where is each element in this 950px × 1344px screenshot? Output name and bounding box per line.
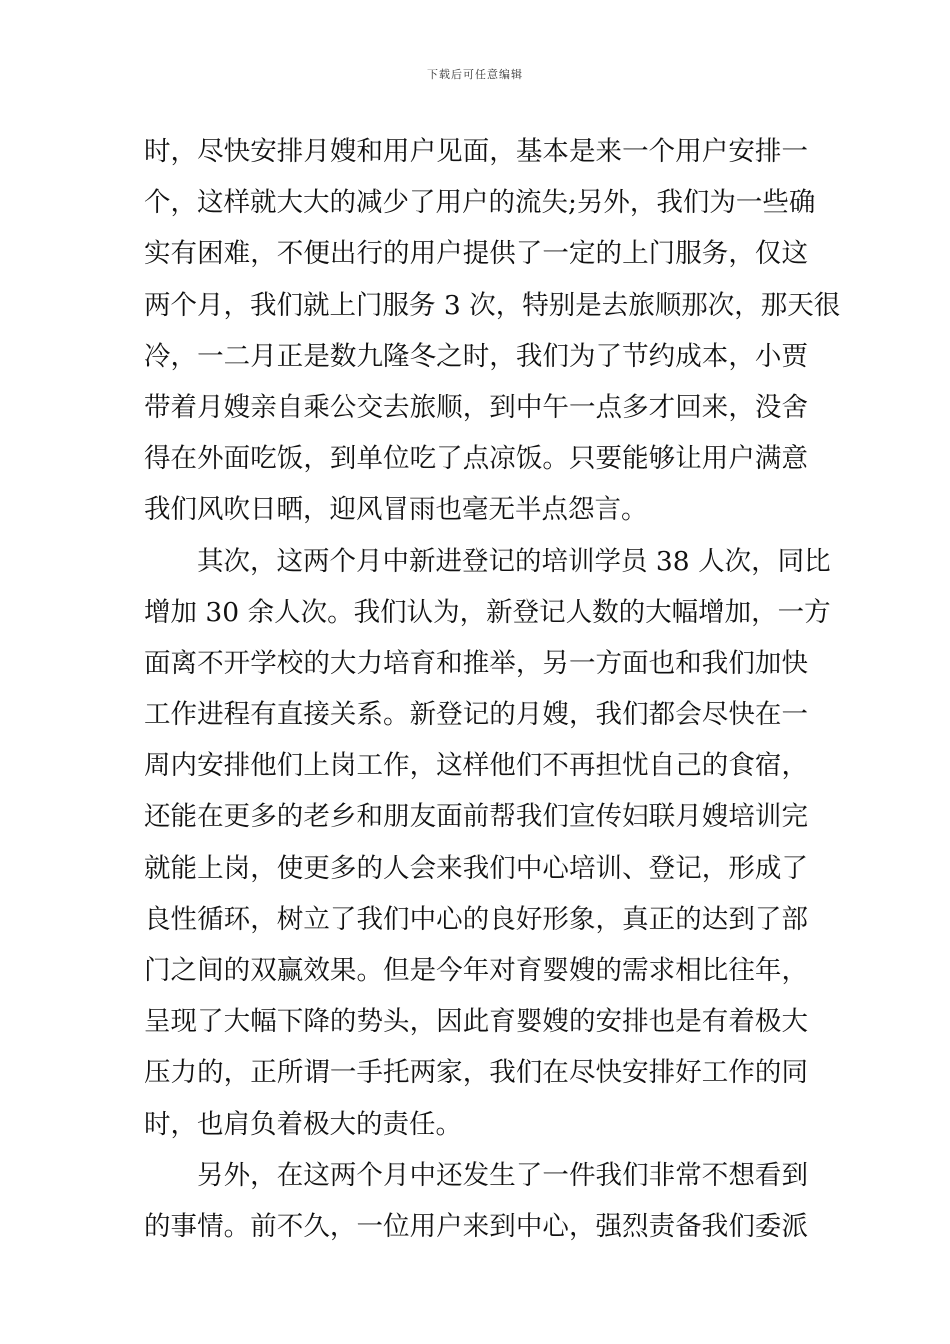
text-line: 工作进程有直接关系。新登记的月嫂，我们都会尽快在一 bbox=[144, 699, 808, 731]
text-line: 还能在更多的老乡和朋友面前帮我们宣传妇联月嫂培训完 bbox=[144, 801, 808, 833]
text-line: 就能上岗，使更多的人会来我们中心培训、登记，形成了 bbox=[144, 852, 808, 884]
text-line: 面离不开学校的大力培育和推举，另一方面也和我们加快 bbox=[144, 647, 808, 679]
text-line: 增加 30 余人次。我们认为，新登记人数的大幅增加，一方 bbox=[144, 596, 831, 628]
text-line: 冷，一二月正是数九隆冬之时，我们为了节约成本，小贾 bbox=[144, 340, 808, 372]
text-line: 另外，在这两个月中还发生了一件我们非常不想看到 bbox=[197, 1159, 808, 1191]
text-line: 的事情。前不久，一位用户来到中心，强烈责备我们委派 bbox=[144, 1210, 808, 1242]
page-header: 下载后可任意编辑 bbox=[427, 68, 523, 81]
text-line: 两个月，我们就上门服务 3 次，特别是去旅顺那次，那天很 bbox=[144, 289, 841, 321]
text-line: 时，也肩负着极大的责任。 bbox=[144, 1108, 462, 1140]
text-line: 实有困难，不便出行的用户提供了一定的上门服务，仅这 bbox=[144, 238, 808, 270]
text-line: 带着月嫂亲自乘公交去旅顺，到中午一点多才回来，没舍 bbox=[144, 391, 808, 423]
body-text bbox=[144, 126, 841, 1252]
text-line: 得在外面吃饭，到单位吃了点凉饭。只要能够让用户满意 bbox=[144, 443, 808, 475]
text-line: 个，这样就大大的减少了用户的流失;另外，我们为一些确 bbox=[144, 187, 816, 219]
text-line: 呈现了大幅下降的势头，因此育婴嫂的安排也是有着极大 bbox=[144, 1006, 808, 1038]
text-line: 压力的，正所谓一手托两家，我们在尽快安排好工作的同 bbox=[144, 1057, 808, 1089]
text-line: 其次，这两个月中新进登记的培训学员 38 人次，同比 bbox=[197, 545, 831, 577]
text-line: 良性循环，树立了我们中心的良好形象，真正的达到了部 bbox=[144, 903, 808, 935]
text-line: 我们风吹日晒，迎风冒雨也毫无半点怨言。 bbox=[144, 494, 648, 526]
text-line: 门之间的双赢效果。但是今年对育婴嫂的需求相比往年， bbox=[144, 955, 808, 986]
text-line: 时，尽快安排月嫂和用户见面，基本是来一个用户安排一 bbox=[144, 136, 808, 167]
text-line: 周内安排他们上岗工作，这样他们不再担忧自己的食宿， bbox=[144, 750, 808, 782]
